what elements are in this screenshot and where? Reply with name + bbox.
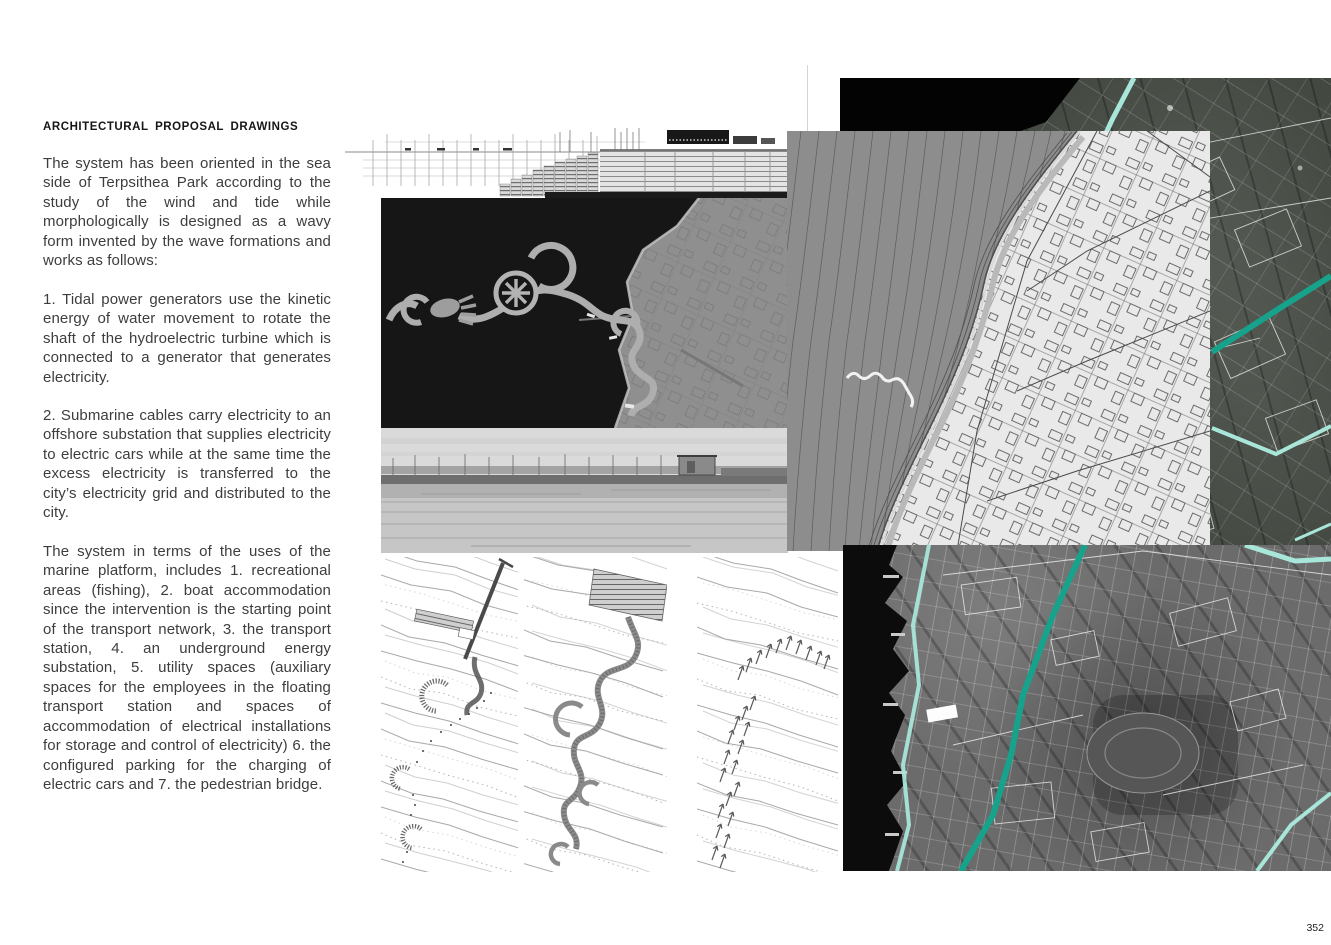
article-paragraph-uses: The system in terms of the uses of the marine platform, includes 1. recreational areas (fishing), 2. boat accommodation since the intervention is the starting point of the transport network, 3. the transport station, 4. an underground energy substation, 5. utility spaces (auxiliary spaces for the employees in the floating transport station and spaces of accommodation of electrical installations for storage and control of electricity) 6. the configured parking for the charging of electric cars and 7. the pedestrian bridge.	[43, 542, 331, 794]
article-paragraph-tidal: 1. Tidal power generators use the kinetic energy of water movement to rotate the shaft of the hydroelectric turbine which is connected to a generator that generates electricity.	[43, 290, 331, 386]
text-column	[43, 121, 331, 814]
plan-turbine-wheel	[496, 273, 536, 313]
cyan-road-bottomright	[1257, 793, 1331, 871]
stadium	[1087, 713, 1199, 793]
teal-main-road	[961, 545, 1085, 871]
article-paragraph-cables: 2. Submarine cables carry electricity to an offshore substation that supplies electricity to electric cars while at the same time the excess electricity is transferred to the city’s electricity grid and distributed to the city.	[43, 406, 331, 522]
sketch-panel-jetty	[381, 557, 518, 872]
article-heading: ARCHITECTURAL PROPOSAL DRAWINGS	[43, 121, 299, 133]
white-building	[926, 704, 958, 722]
elevation-drawing-figure	[345, 128, 790, 198]
teal-road-right	[1212, 276, 1331, 352]
cyan-coastal-road	[897, 545, 929, 871]
render-platform-band	[381, 475, 788, 484]
render-station-building	[677, 456, 717, 475]
sketch-panel-wind-arrows	[697, 557, 838, 872]
satellite-map-bottom	[843, 545, 1331, 871]
sketch-building-roof	[589, 569, 667, 621]
wind-arrow-cluster-middle	[720, 696, 756, 782]
satellite-harbor-water	[843, 545, 909, 871]
cyan-road-topright	[1245, 545, 1331, 561]
vertical-divider-line	[807, 65, 808, 131]
sea-perspective-render	[381, 428, 788, 553]
elevation-dark-roof	[667, 130, 729, 144]
sketch-panel-waveform	[524, 557, 667, 872]
masterplan-dark-figure	[381, 198, 788, 428]
cyan-road-right	[1212, 426, 1331, 454]
article-paragraph-intro: The system has been oriented in the sea side of Terpsithea Park according to the study of the wind and tide while morphologically is designed as a wavy form invented by the wave formations and works as follows:	[43, 155, 331, 270]
page-number: 352	[1306, 922, 1324, 934]
elevation-building-mass	[600, 150, 788, 195]
city-plan-map	[787, 131, 1210, 551]
